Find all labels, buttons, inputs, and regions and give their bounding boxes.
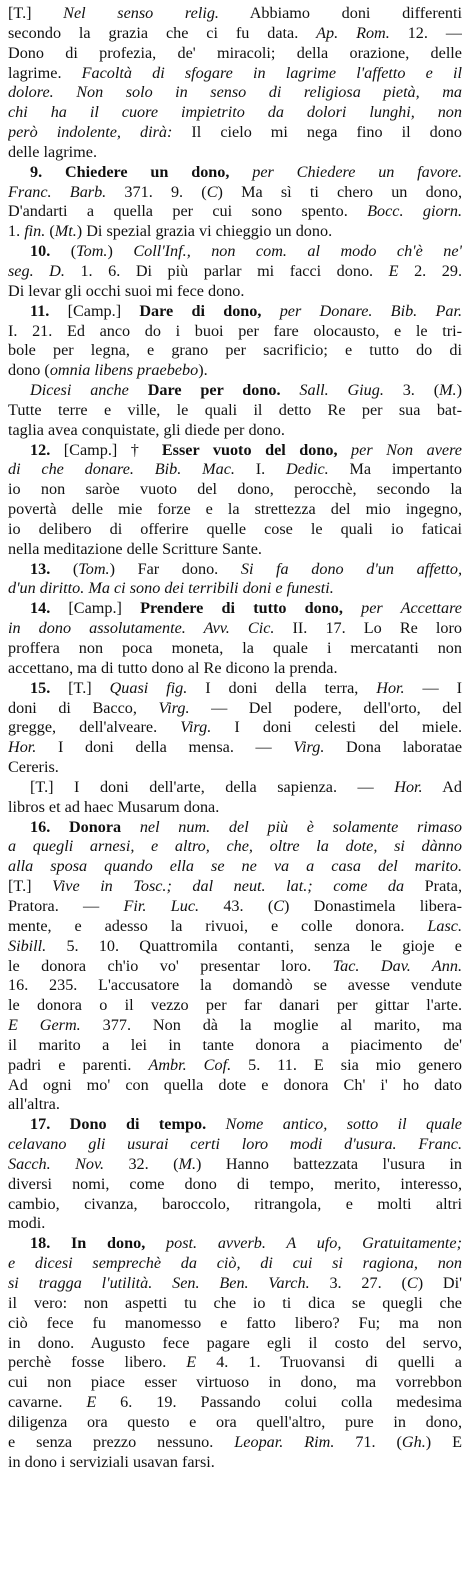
entry-heading: 10. [30,242,51,261]
text-segment: in dono i serviziali usavan farsi. [8,1452,215,1471]
text-line [8,1155,462,1175]
text-segment: II. 17. Lo Re loro [274,619,462,638]
italic-text: per Non avere [337,440,462,459]
italic-text: si tragga l'utilità. Sen. Ben. Varch. [8,1274,310,1292]
text-segment: delle lagrime. [8,142,97,161]
text-segment: cambio, civanza, baroccolo, ritrangola, e molti altri [8,1194,462,1213]
text-segment: I doni della terra, [187,678,377,697]
text-segment: ) [456,381,462,400]
text-segment: secondo la grazia che ci fu data. [8,23,317,42]
text-segment: ( [50,242,77,261]
text-segment: [T.] [8,4,64,22]
text-segment: Prata, [404,877,462,896]
entry-heading: Dare di dono, [139,301,262,320]
text-segment: [Camp.] [50,599,141,618]
text-line [8,957,462,977]
text-line [8,520,462,540]
italic-text: per Accettare [342,599,462,618]
text-segment: mente, e adesso la rivuoi, e colle donora. [8,916,428,935]
text-segment: Tutte terre e ville, le quali il detto Re per sua bat- [8,400,462,419]
italic-text: Coll'Inf., non com. al modo ch'è ne' [133,242,462,261]
text-segment: 3. 27. ( [309,1274,407,1292]
text-line [8,1056,462,1076]
italic-text: E [186,1353,197,1372]
text-line [8,1274,462,1294]
italic-text: Mt. [54,222,77,241]
text-segment: libros et ad haec Musarum dona. [8,797,220,816]
italic-text: Sibill. [8,936,47,955]
text-segment: perchè fosse libero. [8,1353,187,1372]
text-line [8,441,462,461]
text-line [8,540,462,560]
italic-text: Sacch. Nov. [8,1154,105,1173]
text-line [8,242,462,262]
text-segment: Il cielo mi nega fino il dono [172,123,462,142]
text-segment: [Camp.] † [50,440,162,459]
text-segment: bole per legna, e grano per sacrificio; e tutto do di [8,341,462,360]
italic-text: C [206,182,218,201]
text-line [8,282,462,302]
italic-text: Fir. Luc. [123,896,200,915]
text-segment: accettano, ma di tutto dono al Re dicono la prenda. [8,658,338,677]
text-line [8,24,462,44]
italic-text: nel num. del più è solamente rimaso [121,817,462,836]
text-segment: Cereris. [8,758,59,777]
text-segment: le donora o il vezzo per far danari per gittar l'arte. [8,996,462,1015]
italic-text: Virg. [180,718,212,737]
text-line [8,1115,462,1135]
italic-text: chi ha il cuore impietrito da dolori lunghi, non [8,103,462,122]
italic-text: Dedic. [285,460,329,479]
text-segment: le donora ch'io vo' presentar loro. [8,956,333,975]
italic-text: alla sposa quando ella se ne va a casa del marito. [8,857,462,876]
text-line [8,996,462,1016]
text-segment: dono ( [8,361,50,380]
italic-text: omnia libens praebebo [49,361,199,380]
text-line [8,341,462,361]
text-line [8,1036,462,1056]
italic-text: per Donare. Bib. Par. [261,301,462,320]
entry-heading: 18. In dono, [30,1234,146,1253]
text-line [8,64,462,84]
text-line [8,778,462,798]
text-line [8,917,462,937]
text-line [8,818,462,838]
text-segment: in dono. Augusto fece pagare egli il costo del servo, [8,1333,462,1352]
text-segment: ). [198,361,208,380]
italic-text: Vive in Tosc.; dal neut. lat.; come da [52,877,405,896]
text-segment: ) Far dono. [109,559,241,578]
text-line [8,1294,462,1314]
text-line [8,639,462,659]
text-line [8,1135,462,1155]
text-segment: ( [45,222,55,241]
text-segment: io non saròe vuoto del dono, perocchè, secondo la [8,480,462,499]
text-segment: D'andarti a quella per cui sono spento. [8,202,368,221]
italic-text: e dicesi semprechè da ciò, di cui si ragiona, non [8,1254,462,1273]
text-segment: all'altra. [8,1095,60,1114]
text-segment: 5. 11. E sia mio genero [231,1055,462,1074]
text-segment: 43. ( [199,896,274,915]
italic-text: E [388,261,399,280]
italic-text: Lasc. [427,916,462,935]
italic-text: d'un diritto. Ma ci sono dei terribili doni e funesti. [8,579,334,598]
italic-text: Quasi fig. [109,678,188,697]
text-line [8,659,462,679]
italic-text: D. [49,261,65,280]
text-line [8,421,462,441]
text-line [8,1175,462,1195]
italic-text: E Germ. [8,1016,81,1035]
italic-text: in dono assolutamente. Avv. Cic. [8,619,275,638]
italic-text: dolore. Non solo in senso di religiosa pietà, ma [8,83,462,102]
text-segment: Pratora. — [8,896,124,915]
italic-text: Facoltà di sfogare in lagrime l'affetto e il [81,63,462,82]
text-segment: proffera non poca moneta, la quale i mercatanti non [8,639,462,657]
text-line [8,1095,462,1115]
text-line [8,619,462,639]
italic-text: a quegli arnesi, e altro, che, oltre la dote, si dànno [8,837,462,856]
text-segment: ) Di spezial grazia vi chieggio un dono. [76,222,333,241]
text-line [8,1353,462,1373]
text-segment: 2. 29. [398,261,462,280]
text-segment: taglia avea conquistate, gli diede per dono. [8,420,285,439]
italic-text: M. [439,381,457,400]
text-segment: — I [404,678,462,697]
italic-text: Dicesi anche [30,381,148,400]
text-segment: [T.] I doni dell'arte, della sapienza. — [30,777,395,796]
text-line [8,857,462,877]
italic-text: E [86,1393,97,1412]
text-segment: 4. 1. Truovansi di quelli a [196,1353,462,1372]
text-segment: nella meditazione delle Scritture Sante. [8,539,262,558]
text-line [8,103,462,123]
text-line [8,4,462,24]
text-line [8,83,462,103]
italic-text: Tom. [76,242,108,261]
text-line [8,738,462,758]
entry-heading: Dare per dono. [147,381,281,400]
text-line [8,262,462,282]
text-segment: 1. 6. Di più parlar mi facci dono. [64,261,389,280]
italic-text: Ap. Rom. [316,23,390,42]
italic-text: Tac. Dav. Ann. [332,956,462,975]
text-line [8,758,462,778]
entry-heading: 16. Donora [30,817,122,836]
italic-text: Virg. [293,738,325,757]
text-segment: [T.] [50,678,110,697]
text-segment: Ma impertanto [328,460,462,479]
text-segment: e senza prezzo nessuno. [8,1432,235,1451]
entry-heading: 14. [30,599,51,618]
italic-text: Sall. Giug. [280,381,384,400]
italic-text: per Chiedere un favore. [229,162,462,181]
text-segment: gregge, dell'alveare. [8,718,181,737]
text-segment [34,262,50,280]
text-segment: Dono di profezia, de' miracoli; della orazione, delle [8,43,462,62]
italic-text: Hor. [394,777,423,796]
text-line [8,1334,462,1354]
text-segment: 6. 19. Passando colui colla medesima [96,1393,462,1412]
text-segment: 71. ( [334,1432,402,1451]
entry-heading: Prendere di tutto dono, [140,599,343,618]
text-segment: ) Hanno battezzata l'usura in [196,1154,462,1173]
text-line [8,1076,462,1096]
text-segment: cui non piace esser virtuoso in dono, ma vorrebbon [8,1373,462,1392]
italic-text: Si fa dono d'un affetto, [240,559,462,578]
text-line [8,1433,462,1453]
text-segment: cavarne. [8,1393,87,1412]
text-line [8,699,462,719]
text-segment: Ad [422,777,462,796]
text-line [8,143,462,163]
italic-text: fin. [24,222,46,241]
text-segment: ) [107,242,134,261]
text-line [8,937,462,957]
italic-text: Hor. [376,678,405,697]
text-line [8,44,462,64]
text-segment: diligenza ora questo e ora quell'altro, pure in dono, [8,1412,462,1431]
text-segment: I. [234,460,286,479]
entry-heading: 13. [30,559,51,578]
text-line [8,480,462,500]
text-line [8,1413,462,1433]
italic-text: Ambr. Cof. [148,1055,232,1074]
text-line [8,897,462,917]
text-line [8,877,462,897]
italic-text: M. [178,1154,197,1173]
text-line [8,401,462,421]
text-line [8,361,462,381]
text-line [8,718,462,738]
text-line [8,579,462,599]
text-segment: Di levar gli occhi suoi mi fece dono. [8,281,245,300]
italic-text: C [273,896,285,915]
italic-text: Tom. [78,559,110,578]
italic-text: Nel senso relig. [63,4,219,22]
text-line [8,163,462,183]
italic-text: Leopar. Rim. [234,1432,335,1451]
text-line [8,302,462,322]
italic-text: post. avverb. A ufo, Gratuitamente; [145,1234,462,1253]
text-segment: ciò fece fu manomesso e fatto libero? Fu; ma non [8,1313,462,1332]
text-segment: 3. ( [383,381,440,400]
text-line [8,1373,462,1393]
italic-text: Hor. [8,738,37,757]
text-line [8,123,462,143]
italic-text: Franc. Barb. [8,182,107,201]
italic-text: però indolente, dirà: [8,123,173,142]
entry-heading: 11. [30,301,50,320]
text-segment: ) Ma sì ti chero un dono, [217,182,462,201]
text-line [8,202,462,222]
text-line [8,560,462,580]
text-segment: — Del podere, dell'orto, del [189,698,462,717]
text-segment: lagrime. [8,63,82,82]
text-line [8,460,462,480]
entry-heading: 9. Chiedere un dono, [30,162,230,181]
text-segment: [T.] [8,877,53,896]
text-line [8,500,462,520]
text-segment: Abbiamo doni differenti [218,4,462,22]
text-segment: ) Di' [417,1274,462,1292]
italic-text: Bocc. giorn. [367,202,462,221]
text-segment: 12. — [389,23,462,42]
text-segment: 1. [8,222,25,241]
text-segment: I. 21. Ed anco do i buoi per fare olocausto, e le tri- [8,321,462,340]
text-segment: il marito a lei in tante donora a piacimento de' [8,1035,462,1054]
italic-text: celavano gli usurai certi loro modi d'usura. Franc. [8,1135,462,1154]
text-segment: 5. 10. Quattromila contanti, senza le gioje e [46,936,462,955]
italic-text: seg. [8,261,34,280]
text-segment: padri e parenti. [8,1055,149,1074]
text-line [8,1453,462,1473]
text-segment: [Camp.] [49,301,140,320]
text-line [8,1254,462,1274]
text-line [8,1016,462,1036]
text-line [8,1234,462,1254]
entry-heading: 12. [30,440,51,459]
text-line [8,222,462,242]
text-segment: 16. 235. L'accusatore la domandò se avesse vendute [8,976,462,995]
text-line [8,837,462,857]
text-segment: diversi nomi, come dono di tempo, merito, interesso, [8,1174,462,1193]
text-line [8,1314,462,1334]
text-segment: Ad ogni mo' con quella dote e donora Ch' i' ho dato [8,1075,462,1094]
text-segment: ) E [425,1432,462,1451]
text-line [8,1214,462,1234]
text-segment: I doni celesti del miele. [211,718,462,737]
italic-text: Nome antico, sotto il quale [206,1115,462,1134]
italic-text: Virg. [158,698,190,717]
text-line [8,798,462,818]
text-segment: 32. ( [104,1154,179,1173]
italic-text: Gh. [401,1432,426,1451]
text-segment: Dona laboratae [324,738,462,757]
text-line [8,183,462,203]
entry-heading: Esser vuoto del dono, [161,440,338,459]
text-segment: 371. 9. ( [106,182,207,201]
text-segment: il vero: non aspetti tu che io ti dica se quegli che [8,1293,462,1312]
text-line [8,679,462,699]
text-line [8,322,462,342]
text-line [8,381,462,401]
text-segment: ) Donastimela libera- [284,896,462,915]
text-segment: ( [50,559,79,578]
text-segment: povertà delle mie forze e la strettezza del mio ingegno, [8,500,462,519]
entry-heading: 17. Dono di tempo. [30,1115,207,1134]
text-segment: doni di Bacco, [8,698,159,717]
text-segment: modi. [8,1214,46,1233]
italic-text: C [406,1274,418,1292]
text-line [8,976,462,996]
italic-text: di che donare. Bib. Mac. [8,460,235,479]
text-line [8,1195,462,1215]
entry-heading: 15. [30,678,51,697]
text-line [8,1393,462,1413]
text-segment: I doni della mensa. — [36,738,294,757]
text-line [8,599,462,619]
text-segment: 377. Non dà la moglie al marito, ma [80,1016,462,1035]
text-segment: io delibero di offerire quelle cose le quali io faticai [8,519,462,538]
